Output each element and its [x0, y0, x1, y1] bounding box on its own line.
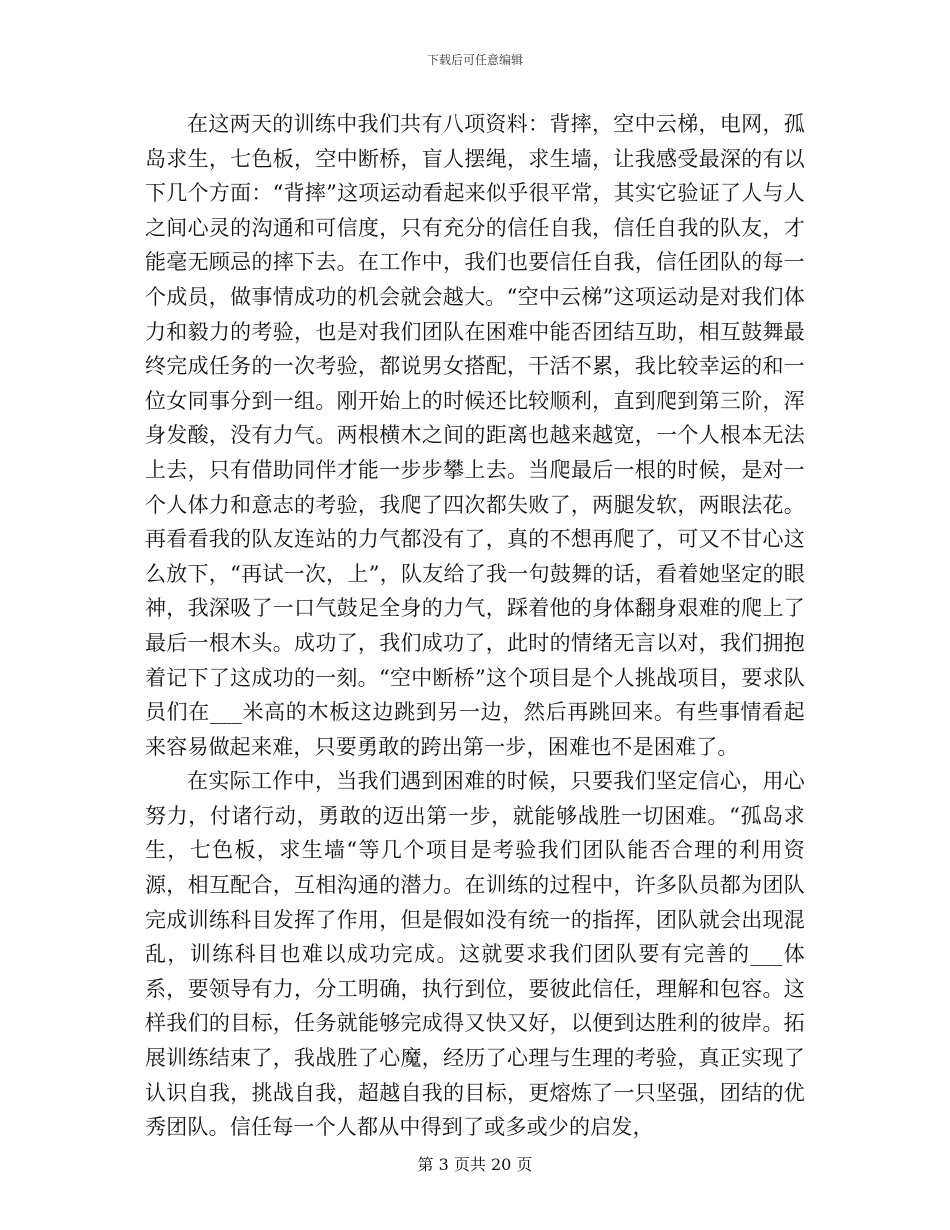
body-paragraph: 在这两天的训练中我们共有八项资料：背摔，空中云梯，电网，孤岛求生，七色板，空中断桥，盲人摆绳，求生墙，让我感受最深的有以下几个方面：“背摔”这项运动看起来似乎很平常，其实它验证了人与人之间心灵的沟通和可信度，只有充分的信任自我，信任自我的队友，才能毫无顾忌的摔下去。在工作中，我们也要信任自我，信任团队的每一个成员，做事情成功的机会就会越大。“空中云梯”这项运动是对我们体力和毅力的考验，也是对我们团队在困难中能否团结互助，相互鼓舞最终完成任务的一次考验，都说男女搭配，干活不累，我比较幸运的和一位女同事分到一组。刚开始上的时候还比较顺利，直到爬到第三阶，浑身发酸，没有力气。两根横木之间的距离也越来越宽，一个人根本无法上去，只有借助同伴才能一步步攀上去。当爬最后一根的时候，是对一个人体力和意志的考验，我爬了四次都失败了，两腿发软，两眼法花。再看看我的队友连站的力气都没有了，真的不想再爬了，可又不甘心这么放下，“再试一次，上”，队友给了我一句鼓舞的话，看着她坚定的眼神，我深吸了一口气鼓足全身的力气，踩着他的身体翻身艰难的爬上了最后一根木头。成功了，我们成功了，此时的情绪无言以对，我们拥抱着记下了这成功的一刻。“空中断桥”这个项目是个人挑战项目，要求队员们在___米高的木板这边跳到另一边，然后再跳回来。有些事情看起来容易做起来难，只要勇敢的跨出第一步，困难也不是困难了。	[145, 112, 805, 759]
body-paragraph: 在实际工作中，当我们遇到困难的时候，只要我们坚定信心，用心努力，付诸行动，勇敢的迈出第一步，就能够战胜一切困难。“孤岛求生，七色板，求生墙“等几个项目是考验我们团队能否合理的利用资源，相互配合，互相沟通的潜力。在训练的过程中，许多队员都为团队完成训练科目发挥了作用，但是假如没有统一的指挥，团队就会出现混乱，训练科目也难以成功完成。这就要求我们团队要有完善的___体系，要领导有力，分工明确，执行到位，要彼此信任，理解和包容。这样我们的目标，任务就能够完成得又快又好，以便到达胜利的彼岸。拓展训练结束了，我战胜了心魔，经历了心理与生理的考验，真正实现了认识自我，挑战自我，超越自我的目标，更熔炼了一只坚强，团结的优秀团队。信任每一个人都从中得到了或多或少的启发，	[145, 769, 805, 1140]
page-header: 下载后可任意编辑	[426, 53, 523, 67]
page-number: 第 3 页共 20 页	[417, 1155, 533, 1174]
document-body	[145, 107, 805, 1145]
